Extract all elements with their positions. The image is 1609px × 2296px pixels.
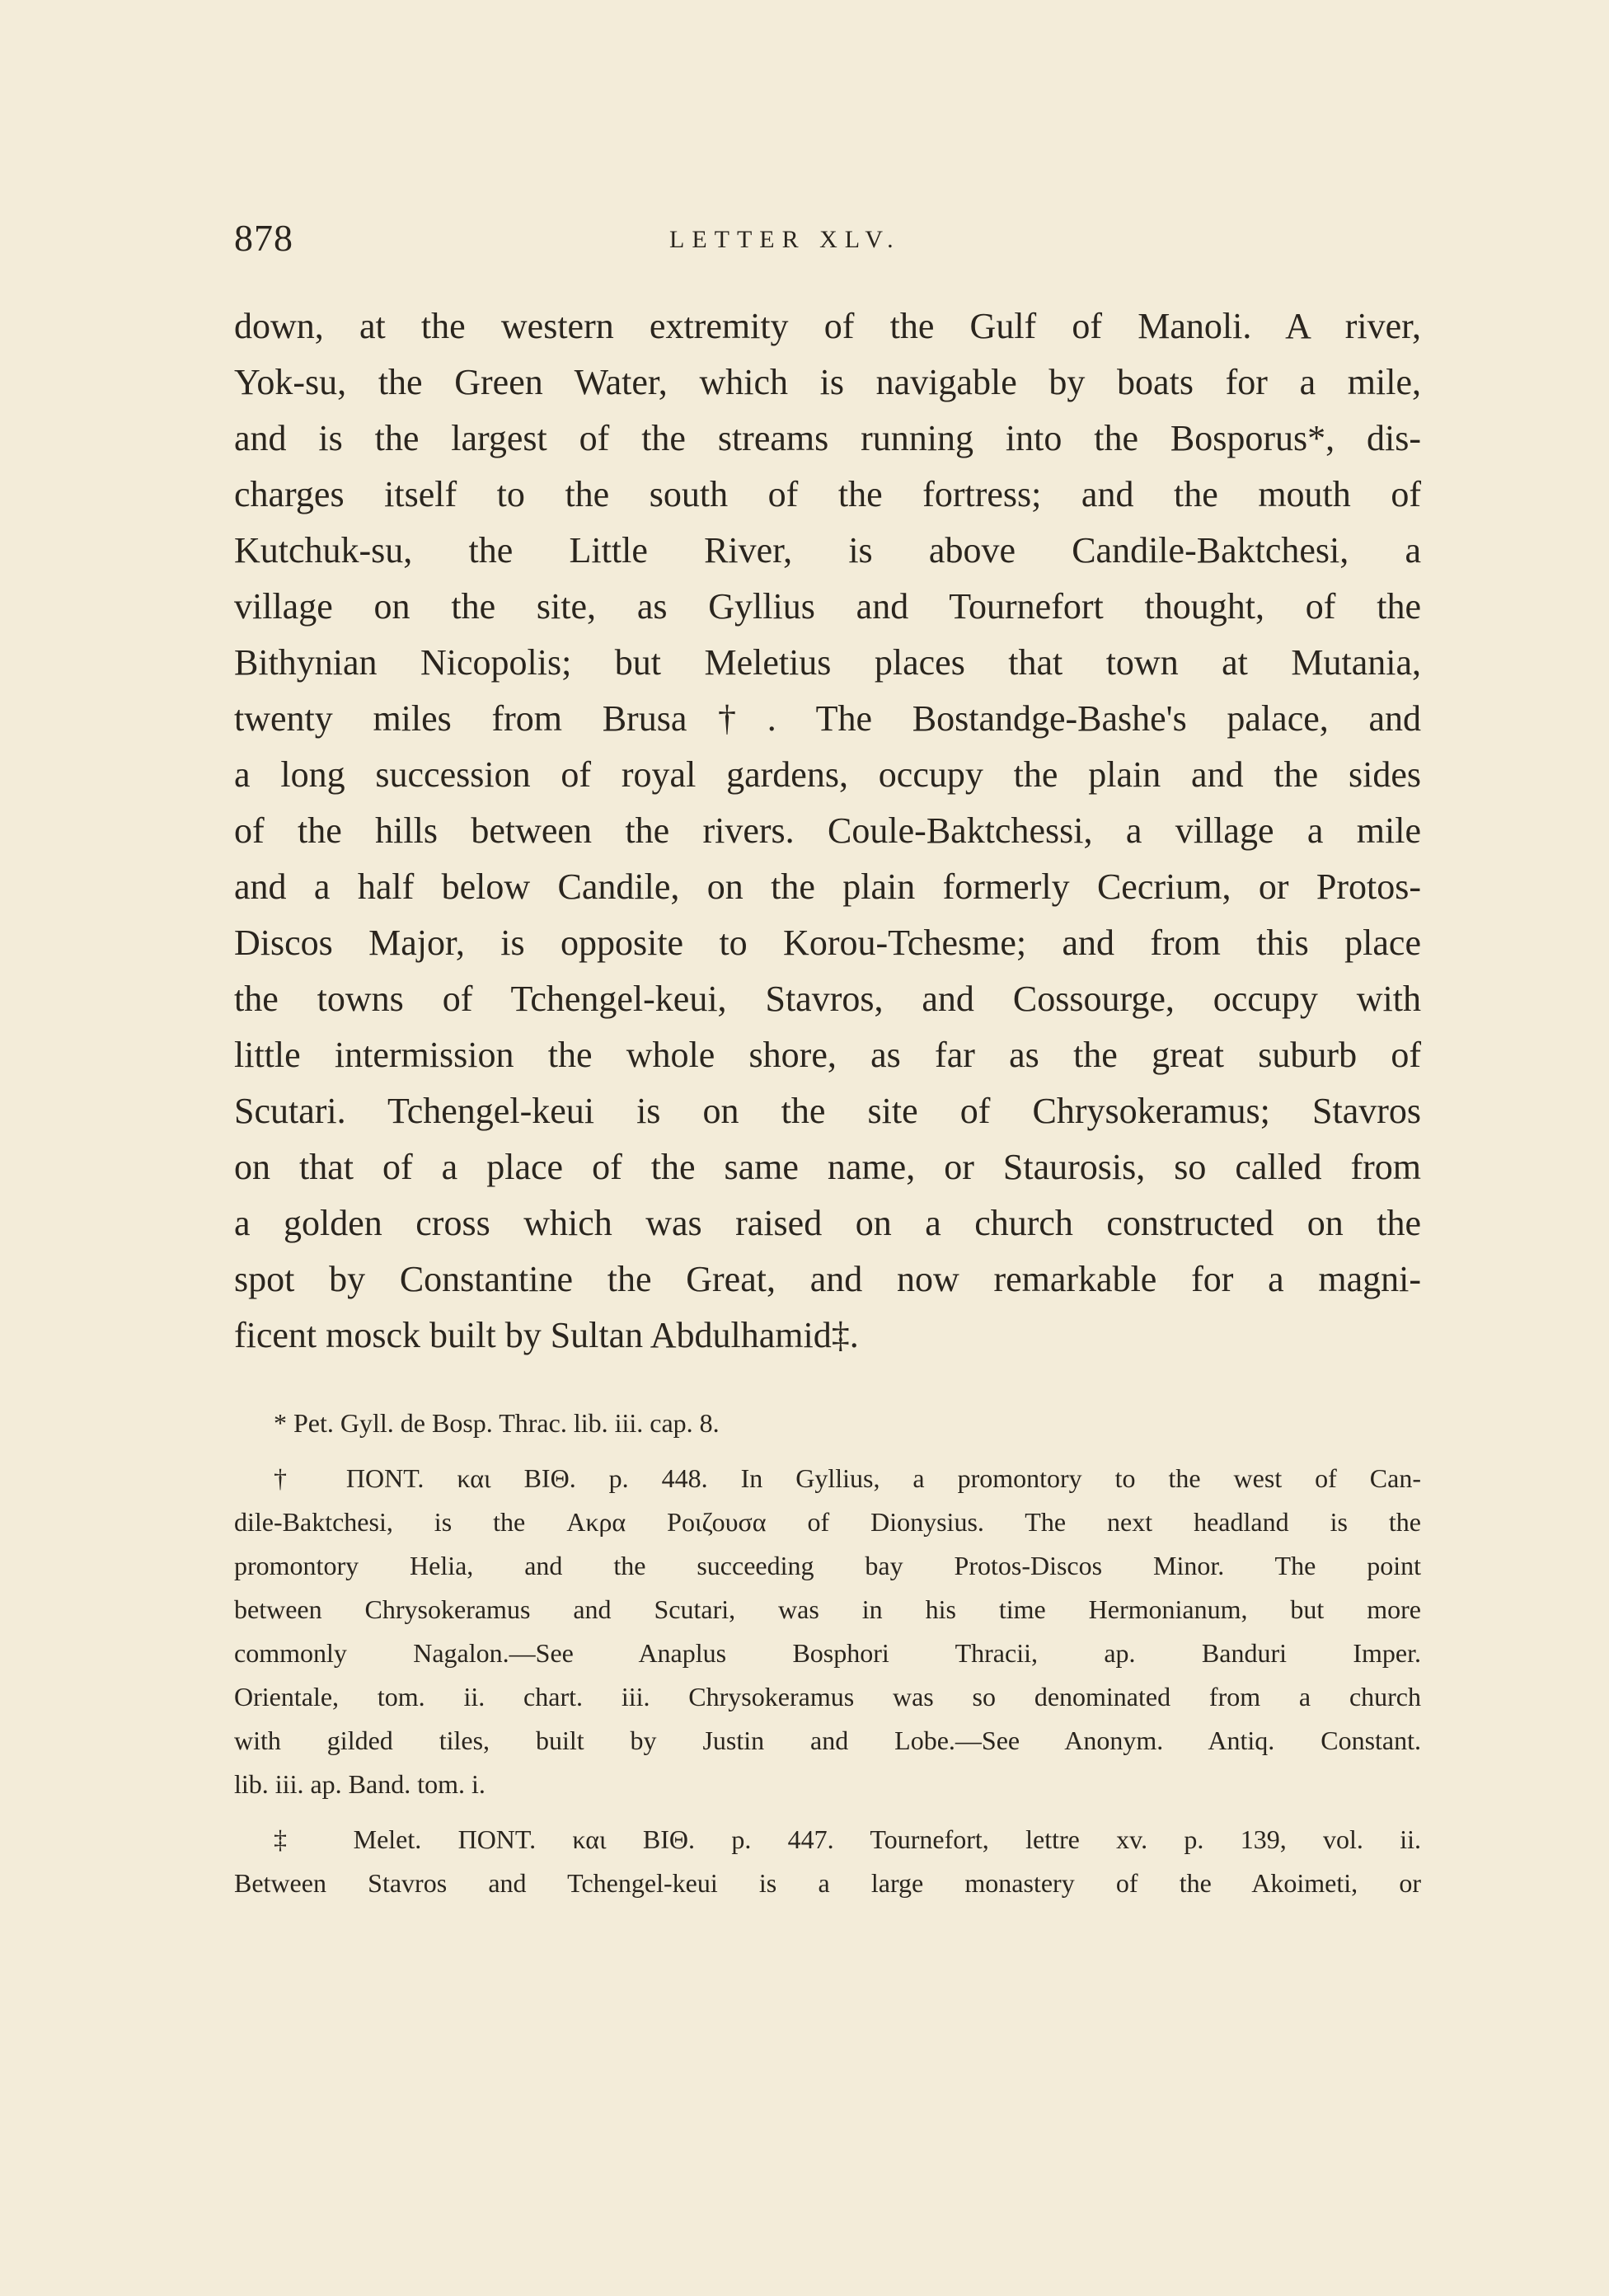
footnote-line: Between Stavros and Tchengel-keui is a large monastery of the Akoimeti, or xyxy=(234,1868,1421,1898)
body-line: twenty miles from Brusa†. The Bostandge-Bashe's palace, and xyxy=(234,698,1421,739)
footnotes xyxy=(234,1402,1421,1905)
running-head xyxy=(234,216,1421,265)
body-line: down, at the western extremity of the Gulf of Manoli. A river, xyxy=(234,306,1421,346)
body-line: Bithynian Nicopolis; but Meletius places that town at Mutania, xyxy=(234,642,1421,683)
body-line: Yok-su, the Green Water, which is navigable by boats for a mile, xyxy=(234,362,1421,402)
footnote-line: † ΠΟΝΤ. και ΒΙΘ. p. 448. In Gyllius, a promontory to the west of Can- xyxy=(274,1463,1421,1493)
body-line: a golden cross which was raised on a church constructed on the xyxy=(234,1203,1421,1243)
footnote-line: commonly Nagalon.—See Anaplus Bosphori Thracii, ap. Banduri Imper. xyxy=(234,1638,1421,1668)
body-line: spot by Constantine the Great, and now remarkable for a magni- xyxy=(234,1259,1421,1299)
footnote-line: with gilded tiles, built by Justin and Lobe.—See Anonym. Antiq. Constant. xyxy=(234,1726,1421,1755)
footnote-line: * Pet. Gyll. de Bosp. Thrac. lib. iii. cap. 8. xyxy=(274,1408,720,1438)
body-line: and a half below Candile, on the plain formerly Cecrium, or Protos- xyxy=(234,866,1421,907)
body-line: a long succession of royal gardens, occupy the plain and the sides xyxy=(234,754,1421,795)
footnote-line: promontory Helia, and the succeeding bay Protos-Discos Minor. The point xyxy=(234,1551,1421,1580)
footnote-line: between Chrysokeramus and Scutari, was in his time Hermonianum, but more xyxy=(234,1594,1421,1624)
body-line: the towns of Tchengel-keui, Stavros, and Cossourge, occupy with xyxy=(234,979,1421,1019)
body-line: Scutari. Tchengel-keui is on the site of Chrysokeramus; Stavros xyxy=(234,1091,1421,1131)
body-line: ficent mosck built by Sultan Abdulhamid‡. xyxy=(234,1315,859,1355)
footnote-line: dile-Baktchesi, is the Ακρα Ροιζουσα of Dionysius. The next headland is the xyxy=(234,1507,1421,1537)
main-text xyxy=(234,298,1421,1364)
page-number: 878 xyxy=(234,217,293,259)
footnote-line: lib. iii. ap. Band. tom. i. xyxy=(234,1769,486,1799)
body-line: little intermission the whole shore, as far as the great suburb of xyxy=(234,1035,1421,1075)
body-line: of the hills between the rivers. Coule-Baktchessi, a village a mile xyxy=(234,810,1421,851)
body-line: charges itself to the south of the fortress; and the mouth of xyxy=(234,474,1421,514)
running-head-title: LETTER XLV. xyxy=(669,226,901,253)
footnote-line: Orientale, tom. ii. chart. iii. Chrysokeramus was so denominated from a church xyxy=(234,1682,1421,1711)
footnote-line: ‡ Melet. ΠΟΝΤ. και ΒΙΘ. p. 447. Tournefort, lettre xv. p. 139, vol. ii. xyxy=(274,1824,1421,1854)
body-line: Kutchuk-su, the Little River, is above Candile-Baktchesi, a xyxy=(234,530,1421,570)
body-line: village on the site, as Gyllius and Tournefort thought, of the xyxy=(234,586,1421,627)
body-line: on that of a place of the same name, or Staurosis, so called from xyxy=(234,1147,1421,1187)
body-line: Discos Major, is opposite to Korou-Tchesme; and from this place xyxy=(234,923,1421,963)
body-line: and is the largest of the streams running into the Bosporus*, dis- xyxy=(234,418,1421,458)
